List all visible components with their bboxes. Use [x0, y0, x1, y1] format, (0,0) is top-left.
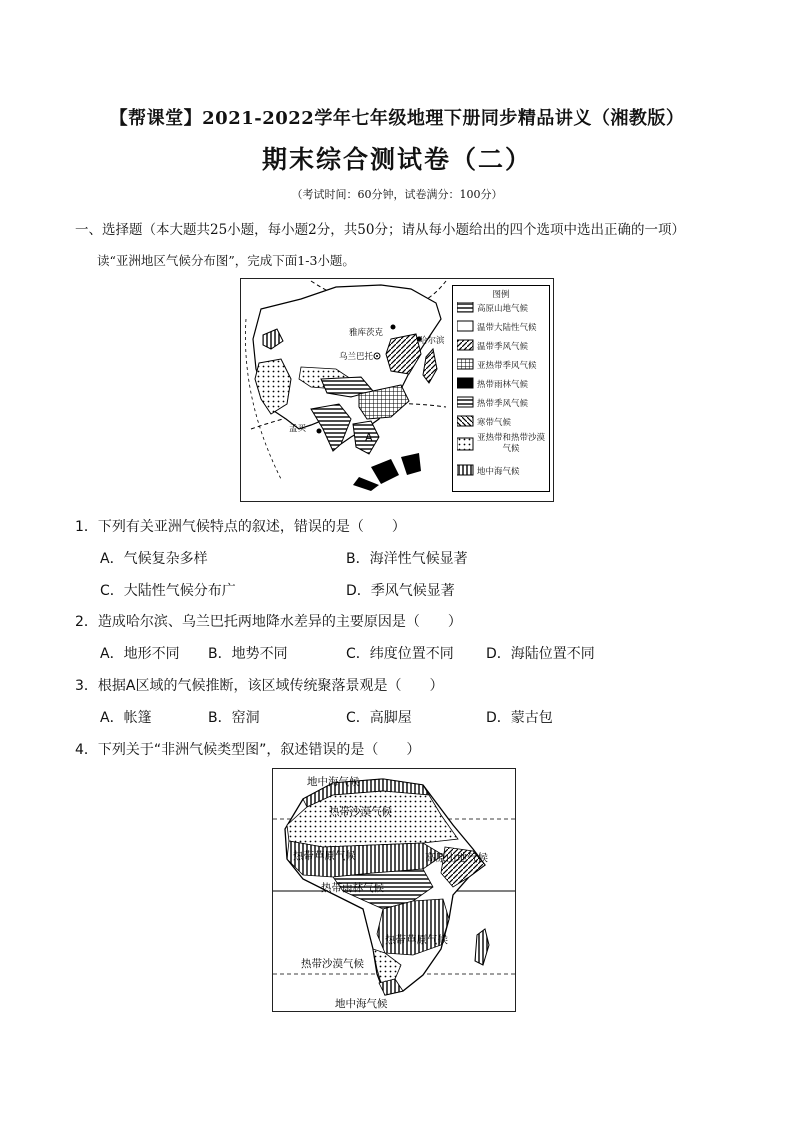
exam-title: 期末综合测试卷（二） [261, 145, 532, 174]
ulaanbaatar-label: 乌兰巴托 [339, 352, 374, 362]
question-1-option-b[interactable]: B．海洋性气候显著 [346, 551, 468, 567]
label-highland: 高原山地气候 [425, 852, 488, 864]
legend-item-tropical-monsoon: 热带季风气候 [477, 399, 529, 409]
question-4-stem: 4．下列关于“非洲气候类型图”，叙述错误的是（ ） [75, 742, 421, 758]
africa-climate-map [272, 768, 516, 1012]
question-2-option-b[interactable]: B．地势不同 [208, 646, 288, 662]
exam-info: （考试时间：60分钟，试卷满分：100分） [291, 188, 503, 201]
legend-item-temperate-continental: 温带大陆性气候 [477, 323, 537, 333]
yakutsk-marker [391, 325, 396, 330]
africa-map-graphic [273, 769, 515, 1011]
legend-item-temperate-monsoon: 温带季风气候 [477, 342, 529, 352]
legend-item-polar: 寒带气候 [477, 418, 512, 428]
question-2-option-a[interactable]: A．地形不同 [100, 646, 180, 662]
label-rainforest: 热带雨林气候 [321, 882, 384, 894]
question-1-stem: 1．下列有关亚洲气候特点的叙述，错误的是（ ） [75, 519, 406, 535]
legend-item-highland: 高原山地气候 [477, 304, 529, 314]
question-1-option-d[interactable]: D．季风气候显著 [346, 583, 455, 599]
question-3-option-c[interactable]: C．高脚屋 [346, 710, 412, 726]
label-savanna-north: 热带草原气候 [293, 850, 356, 862]
question-3-option-a[interactable]: A．帐篷 [100, 710, 152, 726]
asia-map-legend [452, 285, 550, 492]
question-1-option-a[interactable]: A．气候复杂多样 [100, 551, 208, 567]
question-3-option-b[interactable]: B．窑洞 [208, 710, 260, 726]
mumbai-label: 孟买 [289, 424, 307, 434]
madagascar [475, 929, 489, 965]
legend-swatches [457, 302, 475, 490]
question-3-stem: 3．根据A区域的气候推断，该区域传统聚落景观是（ ） [75, 678, 444, 694]
label-desert-north: 热带沙漠气候 [329, 806, 392, 818]
yakutsk-label: 雅库茨克 [349, 328, 384, 338]
paper-series-title: 【帮课堂】2021-2022学年七年级地理下册同步精品讲义（湘教版） [109, 108, 685, 129]
label-desert-south: 热带沙漠气候 [301, 958, 364, 970]
asia-climate-map [240, 278, 554, 502]
legend-title: 图例 [492, 290, 510, 300]
question-3-option-d[interactable]: D．蒙古包 [486, 710, 553, 726]
temperate-monsoon-region [386, 334, 421, 374]
region-a-label: A [365, 431, 373, 444]
harbin-label: 哈尔滨 [419, 336, 445, 346]
question-2-option-c[interactable]: C．纬度位置不同 [346, 646, 454, 662]
legend-item-tropical-rainforest: 热带雨林气候 [477, 380, 529, 390]
label-med-south: 地中海气候 [335, 998, 388, 1010]
legend-item-desert: 亚热带和热带沙漠气候 [477, 433, 546, 454]
section-instructions: 一、选择题（本大题共25小题，每小题2分，共50分；请从每小题给出的四个选项中选出正确的一项） [75, 222, 685, 238]
question-2-stem: 2．造成哈尔滨、乌兰巴托两地降水差异的主要原因是（ ） [75, 614, 462, 630]
legend-item-subtropical-monsoon: 亚热带季风气候 [477, 361, 537, 371]
india-monsoon-region [311, 404, 351, 451]
rainforest-island [371, 459, 399, 484]
question-2-option-d[interactable]: D．海陆位置不同 [486, 646, 595, 662]
mumbai-marker [317, 429, 322, 434]
reading-prompt: 读“亚洲地区气候分布图”，完成下面1-3小题。 [97, 253, 355, 268]
label-med-north: 地中海气候 [307, 776, 360, 788]
question-1-option-c[interactable]: C．大陆性气候分布广 [100, 583, 236, 599]
legend-item-mediterranean: 地中海气候 [477, 467, 520, 477]
label-savanna-south: 热带草原气候 [385, 934, 448, 946]
